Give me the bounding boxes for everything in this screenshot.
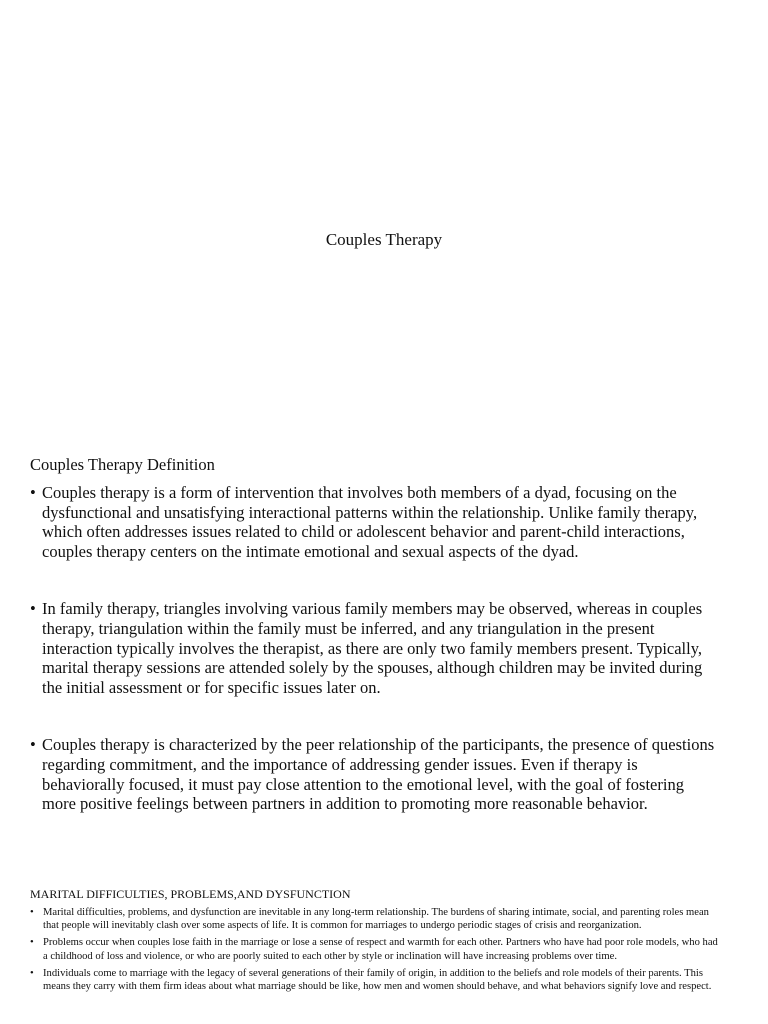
slide-title: Couples Therapy [325, 230, 443, 249]
definition-section [30, 455, 720, 814]
definition-bullet-list [30, 483, 720, 814]
list-item [30, 735, 720, 813]
bullet-text: Couples therapy is a form of intervention that involves both members of a dyad, focusing on the dysfunctional and unsatisfying interactional patterns within the relationship. Unlike family therapy, which often addresses issues related to child or adolescent behavior and parent-child interactions, couples therapy centers on the intimate emotional and sexual aspects of the dyad. [42, 483, 698, 561]
list-item [30, 936, 720, 962]
bullet-text: Problems occur when couples lose faith in the marriage or lose a sense of respect and warmth for each other. Partners who have had poor role models, who had a childhood of loss and violence, or who are poorly suited to each other by style or inclination will have increasing problems over time. [43, 937, 718, 962]
definition-heading: Couples Therapy Definition [30, 455, 215, 474]
marital-bullet-list [30, 906, 720, 993]
bullet-dot-icon: • [30, 599, 36, 619]
bullet-text: In family therapy, triangles involving various family members may be observed, whereas in couples therapy, triangulation within the family must be inferred, and any triangulation in the present interaction typically involves the therapist, as there are only two family members present. Typically, marital therapy sessions are attended solely by the spouses, although children may be invited during the initial assessment or for specific issues later on. [42, 599, 703, 697]
list-item [30, 967, 720, 993]
bullet-dot-icon: • [30, 907, 34, 918]
bullet-dot-icon: • [30, 937, 34, 949]
bullet-dot-icon: • [30, 483, 36, 502]
marital-section [30, 886, 720, 997]
list-item [30, 906, 720, 932]
marital-heading: MARITAL DIFFICULTIES, PROBLEMS,AND DYSFUNCTION [30, 887, 351, 901]
list-item [30, 483, 720, 561]
bullet-text: Couples therapy is characterized by the peer relationship of the participants, the presence of questions regarding commitment, and the importance of addressing gender issues. Even if therapy is behaviorally focused, it must pay close attention to the emotional level, with the goal of fostering more positive feelings between partners in addition to promoting more reasonable behavior. [42, 735, 715, 814]
list-item [30, 599, 720, 697]
bullet-dot-icon: • [30, 967, 34, 979]
bullet-text: Individuals come to marriage with the legacy of several generations of their family of origin, in addition to the beliefs and role models of their parents. This means they carry with them firm ideas about what marriage should be like, how men and women should behave, and what behaviors signify love and respect. [43, 967, 712, 993]
bullet-dot-icon: • [30, 735, 36, 755]
bullet-text: Marital difficulties, problems, and dysfunction are inevitable in any long-term relationship. The burdens of sharing intimate, social, and parenting roles mean that people will inevitably clash over some aspects of life. It is common for marriages to undergo periodic stages of crisis and reorganization. [43, 907, 709, 932]
